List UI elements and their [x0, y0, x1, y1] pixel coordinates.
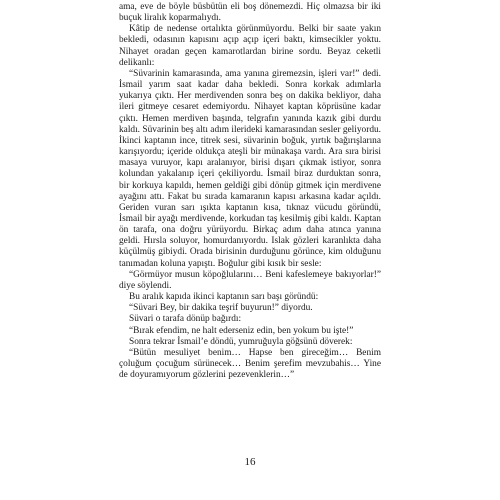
paragraph: Sonra tekrar İsmail’e döndü, yumruğuyla göğsünü döverek: — [129, 336, 353, 347]
paragraph: Süvari o tarafa dönüp bağırdı: — [129, 314, 242, 325]
page-body-text — [119, 2, 381, 381]
paragraph: “Süvarinin kamarasında, ama yanına giremezsin, işleri var!” dedi. İsmail yarım saat kadar daha bekledi. Sonra korkak adımlarla yukarıya çıktı. Her merdivenden sonra beş on dakika bekliyor, daha ileri gitmeye cesaret edemiyordu. Nihayet kaptan köprüsüne kadar çıktı. Hemen merdiven başında, telgrafın yanında kazık gibi durdu kaldı. Süvarinin beş altı adım ilerideki kamarasından sesler geliyordu. İkinci kaptanın ince, titrek sesi, süvarinin boğuk, yırtık bağırışlarına karışıyordu; içeride oldukça ateşli bir münakaşa vardı. Ara sıra birisi masaya vuruyor, kapı aralanıyor, birisi dışarı çıkmak istiyor, sonra kolundan yakalanıp içeri çekiliyordu. İsmail biraz durduktan sonra, bir korkuya kapıldı, hemen geldiği gibi dönüp gitmek için merdivene ayağını attı. Fakat bu sırada kamaranın kapısı arkasına kadar açıldı. Geriden vuran sarı ışıkta kaptanın kısa, tıknaz vücudu göründü, İsmail bir ayağı merdivende, korkudan taş kesilmiş gibi kaldı. Kaptan ön tarafa, ona doğru yürüyordu. Birkaç adım daha atınca yanına geldi. Hırsla soluyor, homurdanıyordu. Islak gözleri karanlıkta daha küçülmüş gibiydi. Orada birisinin durduğunu görünce, kim olduğunu tanımadan koluna yapıştı. Boğulur gibi kısık bir sesle: — [119, 68, 381, 269]
paragraph: “Süvari Bey, bir dakika teşrif buyurun!” diyordu. — [129, 303, 313, 314]
paragraph: “Bütün mesuliyet benim… Hapse ben gireceğim… Benim çoluğum çocuğum sürünecek… Benim şerefim mevzubahis… Yine de doyuramıyorum gözlerini pezevenklerin…” — [119, 347, 381, 381]
paragraph: “Bırak efendim, ne halt ederseniz edin, ben yokum bu işte!” — [129, 325, 354, 336]
paragraph: ama, eve de böyle büsbütün eli boş dönemezdi. Hiç olmazsa bir iki buçuk liralık koparmalıydı. — [119, 2, 381, 24]
paragraph: Bu aralık kapıda ikinci kaptanın sarı başı göründü: — [129, 292, 319, 303]
page-number: 16 — [244, 456, 256, 468]
paragraph: “Görmüyor musun köpoğlularını… Beni kafeslemeye bakıyorlar!” diye söylendi. — [119, 269, 381, 291]
paragraph: Kâtip de nedense ortalıkta görünmüyordu. Belki bir saate yakın bekledi, odasının kapısını açıp açıp içeri baktı, kimsecikler yoktu. Nihayet oradan geçen kamarotlardan birine sordu. Beyaz ceketli delikanlı: — [119, 24, 381, 68]
